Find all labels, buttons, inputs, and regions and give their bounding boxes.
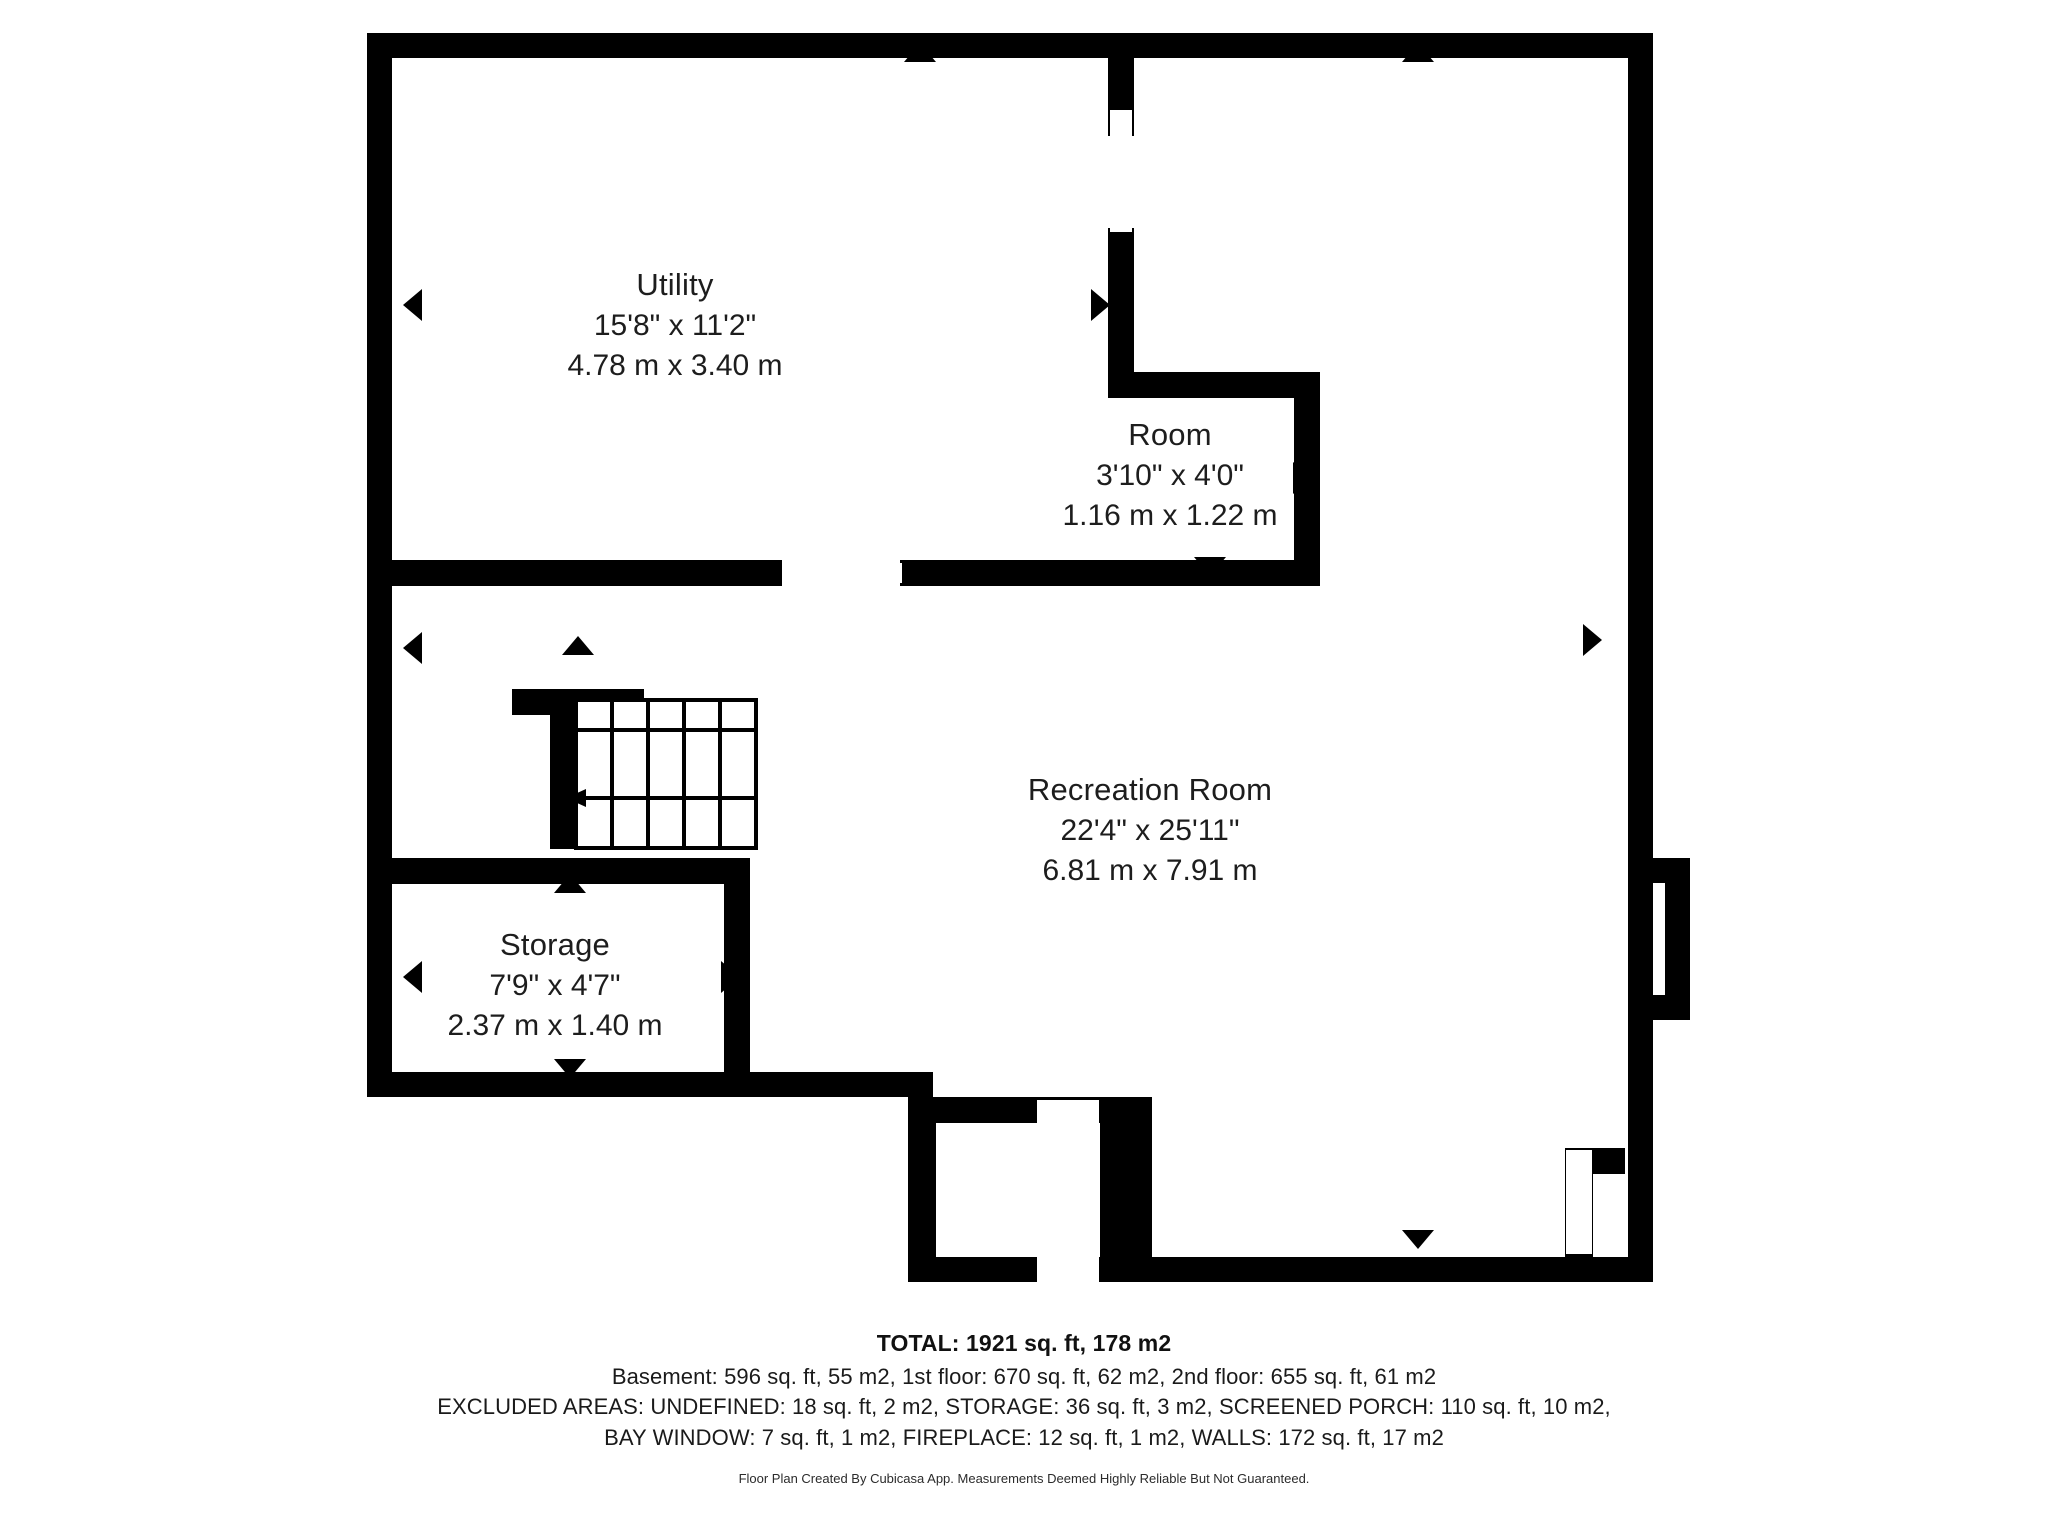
window-openings xyxy=(782,110,1592,1282)
room-name-recreation-room: Recreation Room xyxy=(1027,772,1273,807)
room-name-room: Room xyxy=(1128,417,1212,452)
room-dim-ft-utility: 15'8" x 11'2" xyxy=(593,308,757,342)
room-label-storage xyxy=(390,925,720,1045)
room-dim-ft-storage: 7'9" x 4'7" xyxy=(489,968,621,1002)
excluded-areas-line-2: BAY WINDOW: 7 sq. ft, 1 m2, FIREPLACE: 12 sq. ft, 1 m2, WALLS: 172 sq. ft, 17 m2 xyxy=(604,1424,1444,1450)
excluded-areas-line-1: EXCLUDED AREAS: UNDEFINED: 18 sq. ft, 2 m2, STORAGE: 36 sq. ft, 3 m2, SCREENED PORCH: 110 sq. ft, 10 m2, xyxy=(437,1394,1611,1420)
walls-group xyxy=(367,33,1690,1282)
room-dim-m-room: 1.16 m x 1.22 m xyxy=(1062,498,1278,532)
chimney-wall-top xyxy=(908,1097,1152,1123)
room-dim-m-utility: 4.78 m x 3.40 m xyxy=(567,348,783,382)
room-label-recreation-room xyxy=(880,770,1420,890)
room-name-storage: Storage xyxy=(500,927,610,962)
interior-wall-utility-stub xyxy=(730,560,782,586)
storage-wall-right xyxy=(724,858,750,1072)
room-dim-ft-recreation-room: 22'4" x 25'11" xyxy=(1060,813,1240,847)
exterior-wall-outline xyxy=(367,33,1688,1282)
floor-plan-footer xyxy=(0,1330,2048,1486)
staircase xyxy=(566,700,756,848)
room-label-utility xyxy=(495,265,855,385)
room-label-room xyxy=(1020,415,1320,535)
interior-wall-utility-right-lower xyxy=(1108,228,1134,378)
chimney-wall-center xyxy=(1100,1097,1152,1282)
total-area-text: TOTAL: 1921 sq. ft, 178 m2 xyxy=(876,1330,1172,1356)
chimney-wall-left xyxy=(908,1097,936,1282)
floor-breakdown-text: Basement: 596 sq. ft, 55 m2, 1st floor: 670 sq. ft, 62 m2, 2nd floor: 655 sq. ft, 61 m2 xyxy=(611,1364,1437,1389)
stair-wall-left xyxy=(550,689,576,849)
app-credit-text: Floor Plan Created By Cubicasa App. Measurements Deemed Highly Reliable But Not Guaranteed. xyxy=(738,1471,1310,1487)
room-dim-m-storage: 2.37 m x 1.40 m xyxy=(447,1008,663,1042)
room-name-utility: Utility xyxy=(636,267,714,302)
storage-wall-top xyxy=(367,858,750,884)
interior-wall-utility-bottom-right xyxy=(900,560,1132,586)
interior-wall-utility-bottom-left xyxy=(380,560,752,586)
room-dim-m-recreation-room: 6.81 m x 7.91 m xyxy=(1042,853,1258,887)
door-arrows xyxy=(403,43,1602,1249)
room-dim-ft-room: 3'10" x 4'0" xyxy=(1096,458,1244,492)
